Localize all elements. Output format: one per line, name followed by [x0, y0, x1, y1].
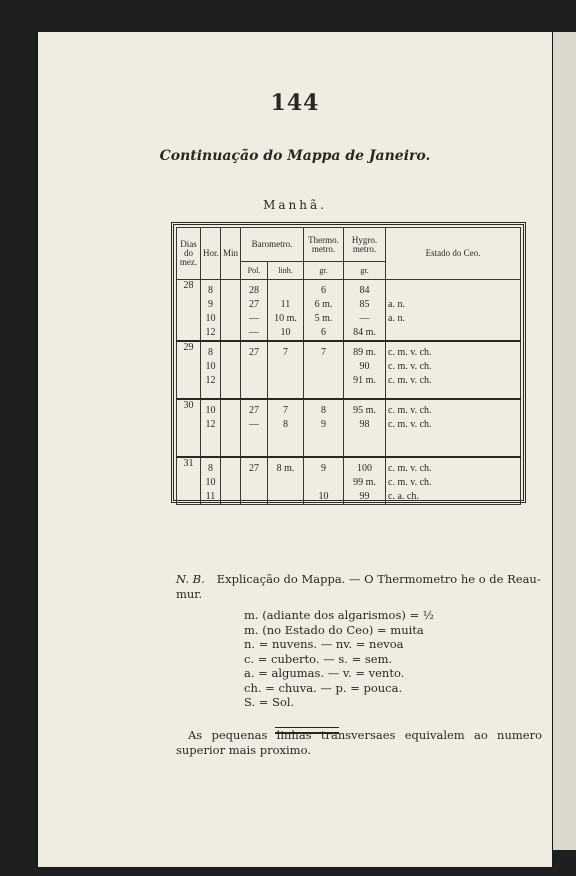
cell-day: 29	[177, 341, 201, 399]
header-estado: Estado do Ceo.	[386, 228, 521, 280]
nb-text: Explicação do Mappa. — O Thermometro he o de Reau-	[216, 572, 541, 586]
footnote: As pequenas linhas transversaes equivalem ao numero superior mais proximo.	[176, 727, 542, 757]
cell-value: 27	[249, 347, 259, 358]
abbreviation-list	[244, 608, 542, 710]
cell-value: 7	[283, 405, 288, 416]
cell-value: 98	[359, 419, 370, 430]
cell-value	[388, 326, 518, 340]
adjacent-page-edge	[553, 32, 576, 850]
cell-value: c. m. v. ch.	[388, 361, 432, 372]
cell-value: 6	[321, 327, 326, 338]
cell-thermo	[304, 457, 344, 505]
cell-min	[221, 457, 241, 505]
cell-value: 99	[359, 491, 370, 502]
cell-value: 84 m.	[353, 327, 376, 338]
cell-linh	[268, 399, 304, 457]
header-thermo-gr: gr.	[304, 262, 344, 280]
abbreviation-item: n. = nuvens. — nv. = nevoa	[244, 637, 404, 651]
header-thermometro: Thermo. metro.	[304, 228, 344, 262]
weather-table-frame	[171, 222, 526, 503]
decorative-rule	[275, 727, 339, 734]
table-row	[177, 280, 521, 342]
cell-pol	[241, 399, 268, 457]
abbreviation-item: a. = algumas. — v. = vento.	[244, 666, 405, 680]
cell-value: 100	[357, 463, 372, 474]
cell-thermo	[304, 280, 344, 342]
cell-min	[221, 341, 241, 399]
cell-value: 91 m.	[353, 375, 376, 386]
cell-hor	[201, 457, 221, 505]
cell-value: 9	[208, 299, 213, 310]
cell-value: 12	[205, 327, 216, 338]
cell-value: 10	[280, 327, 291, 338]
abbreviation-item: m. (no Estado do Ceo) = muita	[244, 622, 424, 637]
abbreviation-item: c. = cuberto. — s. = sem.	[244, 651, 393, 666]
cell-value: 10	[318, 491, 329, 502]
cell-min	[221, 280, 241, 342]
cell-value: c. m. v. ch.	[388, 463, 432, 474]
cell-hygro	[344, 457, 386, 505]
cell-value: a. n.	[388, 313, 405, 324]
header-dias: Dias do mez.	[177, 228, 201, 280]
cell-linh	[268, 457, 304, 505]
cell-value: 85	[359, 299, 370, 310]
cell-value: —	[249, 419, 259, 430]
abbreviation-item: S. = Sol.	[244, 695, 295, 709]
cell-value: 11	[280, 299, 291, 310]
cell-value: 5 m.	[314, 313, 333, 324]
cell-value: 10	[205, 477, 216, 488]
abbreviation-item: m. (adiante dos algarismos) = ½	[244, 608, 434, 622]
cell-value	[388, 284, 518, 298]
cell-value: 8	[321, 405, 326, 416]
cell-value: 27	[249, 463, 259, 474]
header-pol: Pol.	[241, 262, 268, 280]
cell-value: 27	[249, 299, 259, 310]
cell-value: 89 m.	[353, 347, 376, 358]
cell-estado	[386, 457, 521, 505]
cell-thermo	[304, 399, 344, 457]
cell-value: 8	[208, 285, 213, 296]
nb-line	[176, 572, 542, 587]
cell-value: —	[249, 313, 259, 324]
header-hygrometro: Hygro. metro.	[344, 228, 386, 262]
cell-value: 10	[205, 361, 216, 372]
header-hor: Hor.	[201, 228, 221, 280]
weather-table	[176, 227, 521, 505]
cell-hor	[201, 341, 221, 399]
cell-estado	[386, 280, 521, 342]
cell-value: 8 m.	[276, 463, 295, 474]
cell-value: 10	[205, 405, 216, 416]
cell-value: 7	[321, 347, 326, 358]
book-page	[38, 32, 552, 867]
cell-day: 28	[177, 280, 201, 342]
cell-value: 90	[359, 361, 370, 372]
cell-value: c. m. v. ch.	[388, 375, 432, 386]
cell-value: 7	[283, 347, 288, 358]
cell-hygro	[344, 399, 386, 457]
cell-value: —	[249, 327, 259, 338]
page-number: 144	[270, 90, 320, 116]
cell-day: 30	[177, 399, 201, 457]
cell-pol	[241, 280, 268, 342]
cell-value: 12	[205, 419, 216, 430]
weather-table-body	[177, 280, 521, 505]
cell-pol	[241, 457, 268, 505]
table-row	[177, 341, 521, 399]
nb-label: N. B.	[176, 572, 205, 586]
cell-hygro	[344, 280, 386, 342]
cell-value: 8	[208, 463, 213, 474]
cell-thermo	[304, 341, 344, 399]
abbreviation-item: ch. = chuva. — p. = pouca.	[244, 680, 403, 695]
cell-hor	[201, 399, 221, 457]
cell-value: 8	[283, 419, 288, 430]
cell-value: c. m. v. ch.	[388, 419, 432, 430]
cell-value: 84	[359, 285, 370, 296]
cell-min	[221, 399, 241, 457]
cell-value: 9	[321, 419, 326, 430]
header-linh: linh.	[268, 262, 304, 280]
cell-value: 28	[249, 285, 259, 296]
cell-linh	[268, 341, 304, 399]
cell-value: c. m. v. ch.	[388, 347, 432, 358]
cell-value: 99 m.	[353, 477, 376, 488]
cell-value: 9	[321, 463, 326, 474]
cell-value: 10 m.	[274, 313, 297, 324]
cell-value: 27	[249, 405, 259, 416]
cell-value: —	[359, 313, 370, 324]
cell-value: 12	[205, 375, 216, 386]
page-heading: Continuação do Mappa de Janeiro.	[159, 148, 431, 164]
cell-hor	[201, 280, 221, 342]
cell-estado	[386, 399, 521, 457]
cell-estado	[386, 341, 521, 399]
cell-day: 31	[177, 457, 201, 505]
section-subheading: Manhã.	[263, 198, 327, 212]
header-barometro: Barometro.	[241, 228, 304, 262]
cell-value: a. n.	[388, 299, 405, 310]
cell-hygro	[344, 341, 386, 399]
cell-value: 11	[205, 491, 216, 502]
cell-value: c. m. v. ch.	[388, 405, 432, 416]
nb-text-continuation: mur.	[176, 587, 203, 601]
table-row	[177, 399, 521, 457]
header-hygro-gr: gr.	[344, 262, 386, 280]
cell-linh	[268, 280, 304, 342]
cell-value: c. m. v. ch.	[388, 477, 432, 488]
cell-value: 8	[208, 347, 213, 358]
cell-value: 6 m.	[314, 299, 333, 310]
cell-value: c. a. ch.	[388, 491, 419, 502]
notes-section	[176, 572, 542, 769]
cell-value: 10	[205, 313, 216, 324]
cell-value: 6	[321, 285, 326, 296]
header-min: Min	[221, 228, 241, 280]
cell-value: 95 m.	[353, 405, 376, 416]
cell-pol	[241, 341, 268, 399]
table-row	[177, 457, 521, 505]
